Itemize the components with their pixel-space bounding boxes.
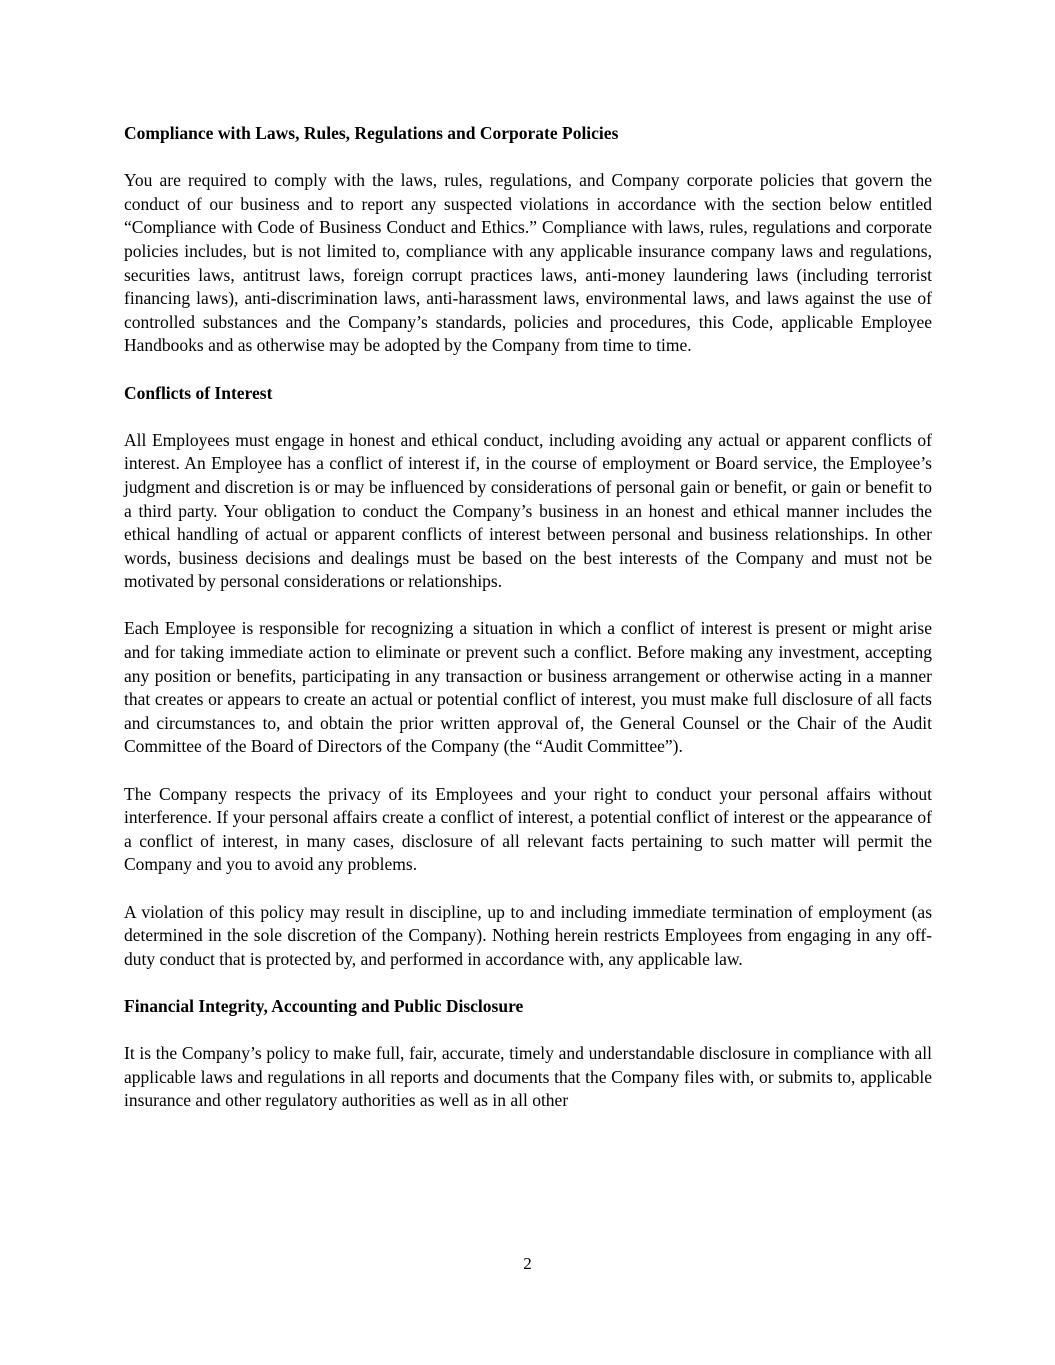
paragraph-conflicts-4: A violation of this policy may result in discipline, up to and including immediate termination of employment (as determined in the sole discretion of the Company). Nothing herein restricts Employees from engaging in any off-duty conduct that is protected by, and performed in accordance with, any applicable law. bbox=[124, 901, 932, 969]
page-number: 2 bbox=[523, 1254, 532, 1273]
heading-conflicts-of-interest: Conflicts of Interest bbox=[124, 382, 273, 403]
paragraph-financial-integrity: It is the Company’s policy to make full, fair, accurate, timely and understandable disclosure in compliance with all applicable laws and regulations in all reports and documents that the Company files with, or submits to, applicable insurance and other regulatory authorities as well as in all other bbox=[124, 1043, 932, 1111]
paragraph-conflicts-2: Each Employee is responsible for recognizing a situation in which a conflict of interest is present or might arise and for taking immediate action to eliminate or prevent such a conflict. Before making any investment, accepting any position or benefits, participating in any transaction or business arrangement or otherwise acting in a manner that creates or appears to create an actual or potential conflict of interest, you must make full disclosure of all facts and circumstances to, and obtain the prior written approval of, the General Counsel or the Chair of the Audit Committee of the Board of Directors of the Company (the “Audit Committee”). bbox=[124, 618, 932, 757]
heading-financial-integrity: Financial Integrity, Accounting and Public Disclosure bbox=[124, 995, 524, 1016]
heading-compliance-laws: Compliance with Laws, Rules, Regulations and Corporate Policies bbox=[124, 123, 619, 143]
paragraph-conflicts-3: The Company respects the privacy of its Employees and your right to conduct your personal affairs without interference. If your personal affairs create a conflict of interest, a potential conflict of interest or the appearance of a conflict of interest, in many cases, disclosure of all relevant facts pertaining to such matter will permit the Company and you to avoid any problems. bbox=[124, 783, 932, 875]
paragraph-compliance-laws: You are required to comply with the laws, rules, regulations, and Company corporate policies that govern the conduct of our business and to report any suspected violations in accordance with the section below entitled “Compliance with Code of Business Conduct and Ethics.” Compliance with laws, rules, regulations and corporate policies includes, but is not limited to, compliance with any applicable insurance company laws and regulations, securities laws, antitrust laws, foreign corrupt practices laws, anti-money laundering laws (including terrorist financing laws), anti-discrimination laws, anti-harassment laws, environmental laws, and laws against the use of controlled substances and the Company’s standards, policies and procedures, this Code, applicable Employee Handbooks and as otherwise may be adopted by the Company from time to time. bbox=[124, 170, 932, 356]
paragraph-conflicts-1: All Employees must engage in honest and ethical conduct, including avoiding any actual or apparent conflicts of interest. An Employee has a conflict of interest if, in the course of employment or Board service, the Employee’s judgment and discretion is or may be influenced by considerations of personal gain or benefit, or gain or benefit to a third party. Your obligation to conduct the Company’s business in an honest and ethical manner includes the ethical handling of actual or apparent conflicts of interest between personal and business relationships. In other words, business decisions and dealings must be based on the best interests of the Company and must not be motivated by personal considerations or relationships. bbox=[124, 429, 932, 592]
